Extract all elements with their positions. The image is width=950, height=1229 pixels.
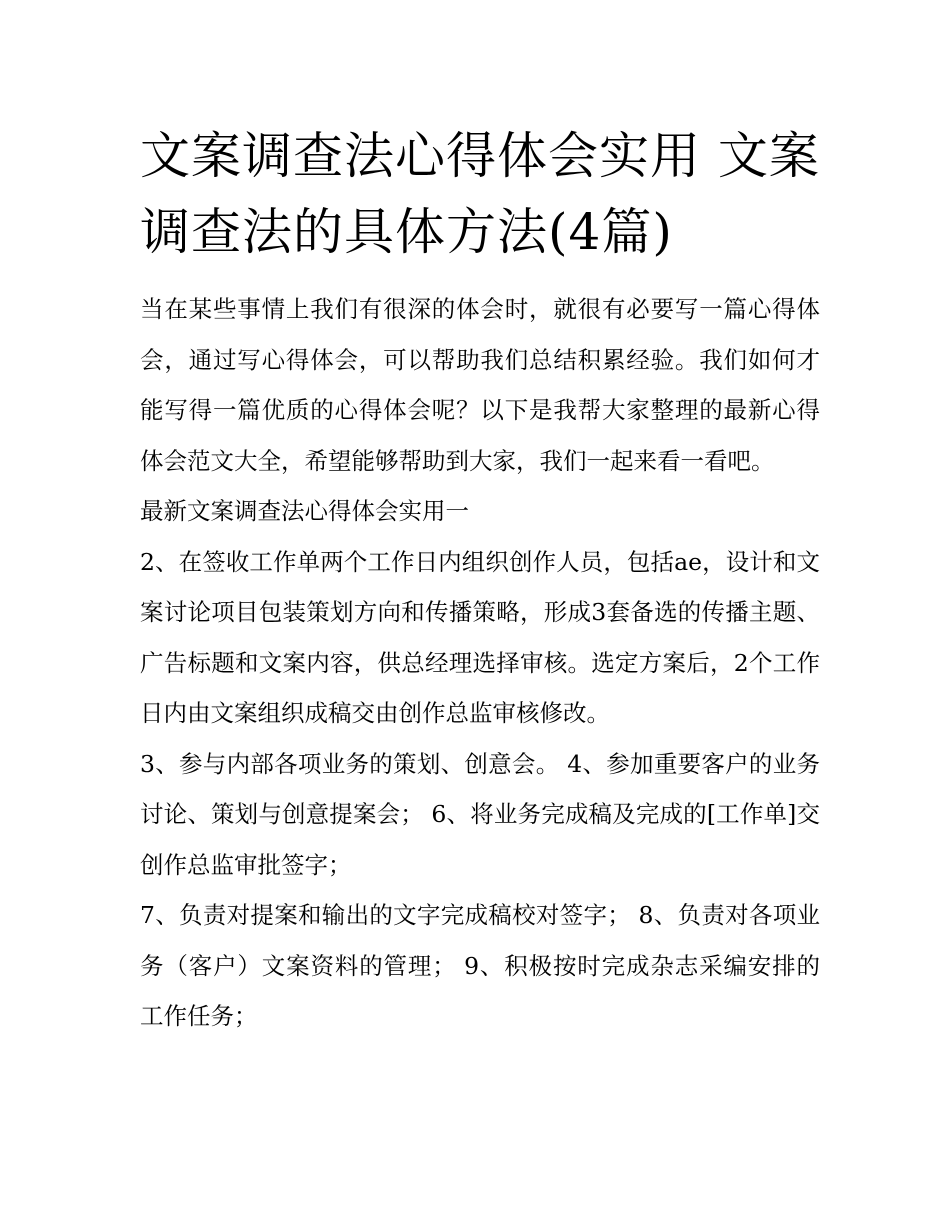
document-title: 文案调查法心得体会实用 文案调查法的具体方法(4篇) xyxy=(140,127,820,261)
section-heading: 最新文案调查法心得体会实用一 xyxy=(140,497,469,525)
body-paragraph: 7、负责对提案和输出的文字完成稿校对签字； 8、负责对各项业务（客户）文案资料的管理； 9、积极按时完成杂志采编安排的工作任务； xyxy=(140,901,820,1030)
document-page xyxy=(140,118,820,1042)
body-paragraph: 2、在签收工作单两个工作日内组织创作人员，包括ae，设计和文案讨论项目包装策划方向和传播策略，形成3套备选的传播主题、广告标题和文案内容，供总经理选择审核。选定方案后，2个工作日内由文案组织成稿交由创作总监审核修改。 xyxy=(140,547,820,727)
body-paragraph: 3、参与内部各项业务的策划、创意会。 4、参加重要客户的业务讨论、策划与创意提案会； 6、将业务完成稿及完成的[工作单]交创作总监审批签字； xyxy=(140,749,820,879)
intro-paragraph: 当在某些事情上我们有很深的体会时，就很有必要写一篇心得体会，通过写心得体会，可以帮助我们总结积累经验。我们如何才能写得一篇优质的心得体会呢？以下是我帮大家整理的最新心得体会范文大全，希望能够帮助到大家，我们一起来看一看吧。 xyxy=(140,295,820,475)
